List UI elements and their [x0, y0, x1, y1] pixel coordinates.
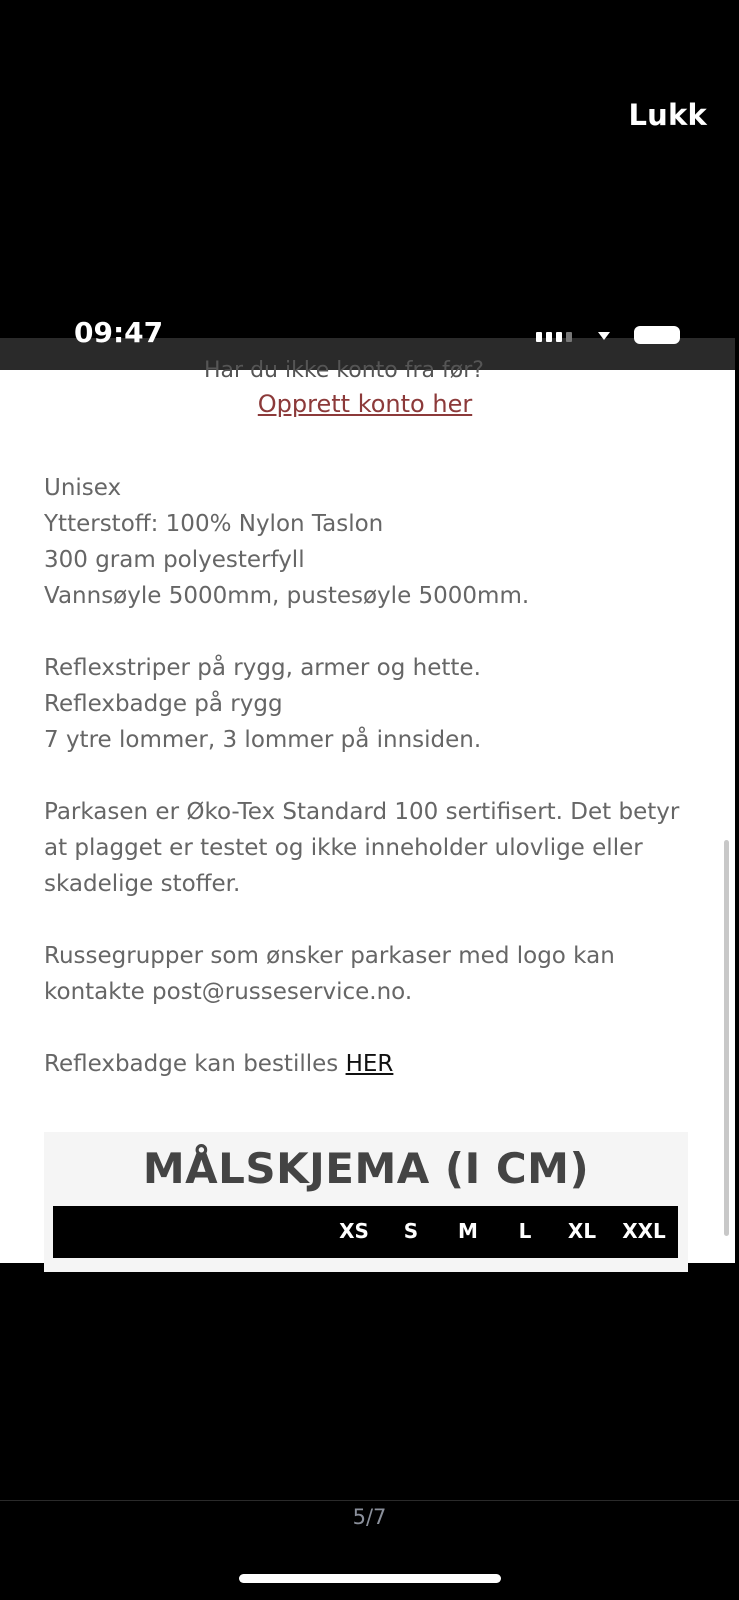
wifi-icon [598, 332, 610, 340]
size-chart [44, 1132, 688, 1272]
description-paragraph: Russegrupper som ønsker parkaser med logo kan kontakte post@russeservice.no. [44, 943, 615, 1005]
size-chart-title: MÅLSKJEMA (I CM) [142, 1144, 590, 1193]
size-col-m: M [458, 1219, 478, 1243]
cellular-signal-icon [536, 332, 572, 342]
description-paragraph [44, 470, 684, 614]
description-line: Reflexstriper på rygg, armer og hette. [44, 655, 481, 681]
screenshot-image [0, 316, 735, 1263]
description-line: Unisex [44, 475, 122, 501]
size-col-xl: XL [567, 1219, 597, 1243]
divider [0, 1500, 739, 1501]
description-line: 300 gram polyesterfyll [44, 547, 305, 573]
description-line: 7 ytre lommer, 3 lommer på innsiden. [44, 727, 482, 753]
description-line: Vannsøyle 5000mm, pustesøyle 5000mm. [44, 583, 530, 609]
description-paragraph [44, 650, 684, 758]
create-account-link[interactable]: Opprett konto her [257, 390, 473, 418]
page-counter: 5/7 [352, 1505, 387, 1529]
size-col-xxl: XXL [622, 1219, 666, 1243]
description-line: Reflexbadge på rygg [44, 691, 283, 717]
size-col-xs: XS [339, 1219, 369, 1243]
size-chart-header-row [53, 1206, 678, 1258]
description-paragraph [44, 1046, 684, 1082]
size-col-l: L [518, 1219, 532, 1243]
battery-icon [634, 326, 680, 344]
product-description [44, 470, 684, 1082]
cut-off-text: Har du ikke konto fra før? [204, 358, 484, 383]
description-line: Ytterstoff: 100% Nylon Taslon [44, 511, 384, 537]
her-link[interactable]: HER [345, 1051, 394, 1077]
reflexbadge-text: Reflexbadge kan bestilles [44, 1051, 346, 1077]
close-button[interactable]: Lukk [628, 98, 707, 132]
size-col-s: S [403, 1219, 419, 1243]
status-time: 09:47 [74, 316, 164, 349]
description-paragraph: Parkasen er Øko-Tex Standard 100 sertifisert. Det betyr at plagget er testet og ikke inneholder ulovlige eller skadelige stoffer. [44, 799, 680, 897]
scrollbar-thumb[interactable] [724, 840, 729, 1236]
home-indicator[interactable] [239, 1574, 501, 1583]
